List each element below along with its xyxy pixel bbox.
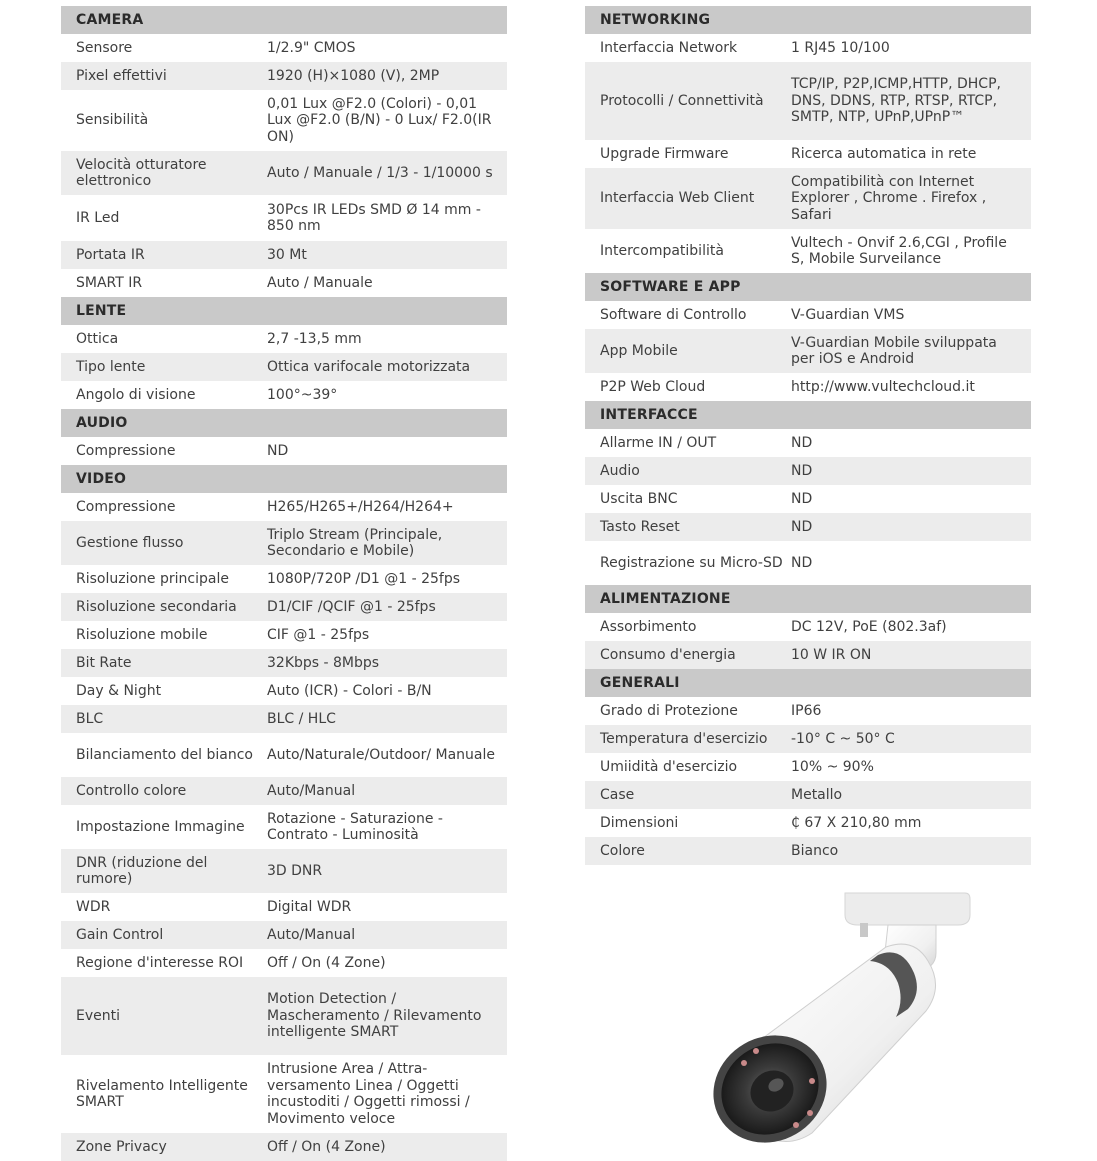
spec-row bbox=[585, 541, 1031, 585]
spec-value: 3D DNR bbox=[267, 862, 323, 879]
spec-row bbox=[61, 705, 507, 733]
spec-label: App Mobile bbox=[600, 342, 678, 359]
spec-row bbox=[61, 893, 507, 921]
spec-row bbox=[61, 353, 507, 381]
spec-value: BLC / HLC bbox=[267, 710, 336, 727]
spec-label: Software di Controllo bbox=[600, 306, 747, 323]
spec-label: Angolo di visione bbox=[76, 386, 196, 403]
spec-column-left bbox=[61, 6, 507, 1161]
spec-label: Rivelamento Intelligente SMART bbox=[76, 1077, 248, 1110]
spec-row bbox=[61, 649, 507, 677]
spec-label: SMART IR bbox=[76, 274, 143, 291]
spec-value: ND bbox=[791, 462, 813, 479]
spec-label: Grado di Protezione bbox=[600, 702, 738, 719]
spec-label: Uscita BNC bbox=[600, 490, 678, 507]
spec-label: IR Led bbox=[76, 209, 120, 226]
spec-row bbox=[61, 593, 507, 621]
spec-row bbox=[585, 809, 1031, 837]
spec-row bbox=[61, 1133, 507, 1161]
spec-value: 10% ~ 90% bbox=[791, 758, 874, 775]
spec-label: Temperatura d'esercizio bbox=[600, 730, 768, 747]
spec-label: Impostazione Immagine bbox=[76, 818, 245, 835]
spec-value: 30 Mt bbox=[267, 246, 307, 263]
spec-value: Intrusione Area / Attra-versamento Linea / Oggetti incustoditi / Oggetti rimossi / Movimento veloce bbox=[267, 1061, 470, 1127]
section-header-interfacce: INTERFACCE bbox=[585, 401, 1031, 429]
spec-value: ND bbox=[267, 442, 289, 459]
spec-value: -10° C ~ 50° C bbox=[791, 730, 895, 747]
spec-row bbox=[585, 725, 1031, 753]
spec-row bbox=[61, 1055, 507, 1133]
spec-value: Digital WDR bbox=[267, 898, 352, 915]
spec-label: Sensibilità bbox=[76, 112, 149, 129]
section-header-video: VIDEO bbox=[61, 465, 507, 493]
spec-row bbox=[585, 301, 1031, 329]
spec-value: Auto/Naturale/Outdoor/ Manuale bbox=[267, 746, 495, 763]
spec-label: Tasto Reset bbox=[600, 518, 680, 535]
spec-label: Zone Privacy bbox=[76, 1138, 167, 1155]
spec-label: Interfaccia Web Client bbox=[600, 190, 755, 207]
spec-row bbox=[61, 90, 507, 151]
spec-value: ₵ 67 X 210,80 mm bbox=[791, 814, 922, 831]
spec-value: 0,01 Lux @F2.0 (Colori) - 0,01 Lux @F2.0 (B/N) - 0 Lux/ F2.0(IR ON) bbox=[267, 95, 492, 145]
bullet-camera-image bbox=[700, 885, 990, 1150]
spec-label: Upgrade Firmware bbox=[600, 145, 729, 162]
spec-label: Assorbimento bbox=[600, 618, 697, 635]
spec-column-right bbox=[585, 6, 1031, 865]
spec-value: Compatibilità con Internet Explorer , Chrome . Firefox , Safari bbox=[791, 173, 987, 223]
spec-row bbox=[585, 140, 1031, 168]
spec-label: Bilanciamento del bianco bbox=[76, 746, 253, 763]
spec-row bbox=[61, 733, 507, 777]
spec-row bbox=[61, 565, 507, 593]
section-header-lente: LENTE bbox=[61, 297, 507, 325]
spec-row bbox=[585, 34, 1031, 62]
spec-value: http://www.vultechcloud.it bbox=[791, 378, 975, 395]
spec-label: Tipo lente bbox=[76, 358, 146, 375]
spec-value: Auto/Manual bbox=[267, 782, 356, 799]
spec-row bbox=[61, 269, 507, 297]
spec-value: ND bbox=[791, 554, 813, 571]
spec-label: Colore bbox=[600, 842, 645, 859]
section-header-alimentazione: ALIMENTAZIONE bbox=[585, 585, 1031, 613]
spec-value: TCP/IP, P2P,ICMP,HTTP, DHCP, DNS, DDNS, RTP, RTSP, RTCP, SMTP, NTP, UPnP,UPnP™ bbox=[791, 76, 1001, 126]
spec-label: Day & Night bbox=[76, 682, 162, 699]
spec-value: 2,7 -13,5 mm bbox=[267, 330, 362, 347]
spec-row bbox=[585, 753, 1031, 781]
spec-row bbox=[585, 329, 1031, 373]
spec-row bbox=[585, 781, 1031, 809]
spec-value: 1920 (H)×1080 (V), 2MP bbox=[267, 67, 440, 84]
spec-row bbox=[61, 621, 507, 649]
spec-label: Risoluzione principale bbox=[76, 570, 229, 587]
spec-label: Protocolli / Connettività bbox=[600, 92, 764, 109]
spec-label: BLC bbox=[76, 710, 104, 727]
spec-label: Allarme IN / OUT bbox=[600, 434, 717, 451]
spec-label: P2P Web Cloud bbox=[600, 378, 706, 395]
spec-label: Bit Rate bbox=[76, 654, 132, 671]
spec-value: D1/CIF /QCIF @1 - 25fps bbox=[267, 598, 436, 615]
spec-value: 1080P/720P /D1 @1 - 25fps bbox=[267, 570, 461, 587]
spec-value: Auto / Manuale bbox=[267, 274, 373, 291]
spec-row bbox=[61, 151, 507, 195]
spec-row bbox=[585, 837, 1031, 865]
spec-row bbox=[585, 373, 1031, 401]
spec-row bbox=[585, 62, 1031, 140]
spec-value: Motion Detection / Mascheramento / Rilevamento intelligente SMART bbox=[267, 991, 482, 1041]
spec-label: Sensore bbox=[76, 39, 133, 56]
spec-row bbox=[585, 168, 1031, 229]
spec-value: H265/H265+/H264/H264+ bbox=[267, 498, 454, 515]
spec-row bbox=[61, 521, 507, 565]
spec-row bbox=[61, 437, 507, 465]
spec-value: Off / On (4 Zone) bbox=[267, 1138, 386, 1155]
spec-label: Ottica bbox=[76, 330, 119, 347]
spec-value: Off / On (4 Zone) bbox=[267, 954, 386, 971]
spec-row bbox=[585, 429, 1031, 457]
spec-label: Dimensioni bbox=[600, 814, 679, 831]
spec-label: WDR bbox=[76, 898, 111, 915]
spec-value: ND bbox=[791, 490, 813, 507]
spec-value: 32Kbps - 8Mbps bbox=[267, 654, 380, 671]
spec-label: Case bbox=[600, 786, 635, 803]
spec-row bbox=[585, 229, 1031, 273]
spec-value: Rotazione - Saturazione - Contrato - Luminosità bbox=[267, 810, 443, 843]
spec-value: ND bbox=[791, 434, 813, 451]
spec-row bbox=[61, 977, 507, 1055]
spec-row bbox=[585, 641, 1031, 669]
section-header-camera: CAMERA bbox=[61, 6, 507, 34]
section-header-networking: NETWORKING bbox=[585, 6, 1031, 34]
spec-row bbox=[585, 697, 1031, 725]
spec-value: 30Pcs IR LEDs SMD Ø 14 mm - 850 nm bbox=[267, 201, 481, 234]
spec-value: Auto/Manual bbox=[267, 926, 356, 943]
spec-label: Risoluzione secondaria bbox=[76, 598, 237, 615]
spec-label: Registrazione su Micro-SD bbox=[600, 554, 783, 571]
spec-value: DC 12V, PoE (802.3af) bbox=[791, 618, 947, 635]
spec-row bbox=[61, 34, 507, 62]
spec-label: Eventi bbox=[76, 1007, 120, 1024]
spec-row bbox=[61, 777, 507, 805]
spec-value: ND bbox=[791, 518, 813, 535]
spec-row bbox=[61, 921, 507, 949]
spec-label: Gain Control bbox=[76, 926, 164, 943]
spec-value: Auto / Manuale / 1/3 - 1/10000 s bbox=[267, 164, 493, 181]
spec-value: Triplo Stream (Principale, Secondario e Mobile) bbox=[267, 526, 443, 559]
spec-value: Vultech - Onvif 2.6,CGI , Profile S, Mobile Surveilance bbox=[791, 234, 1007, 267]
spec-row bbox=[61, 677, 507, 705]
spec-row bbox=[61, 195, 507, 241]
spec-value: 100°~39° bbox=[267, 386, 338, 403]
spec-label: Portata IR bbox=[76, 246, 145, 263]
spec-value: 1/2.9" CMOS bbox=[267, 39, 356, 56]
spec-label: Risoluzione mobile bbox=[76, 626, 208, 643]
spec-value: Auto (ICR) - Colori - B/N bbox=[267, 682, 432, 699]
spec-label: Umiidità d'esercizio bbox=[600, 758, 738, 775]
section-header-audio: AUDIO bbox=[61, 409, 507, 437]
spec-row bbox=[61, 325, 507, 353]
spec-row bbox=[585, 457, 1031, 485]
spec-value: 1 RJ45 10/100 bbox=[791, 39, 890, 56]
spec-label: Velocità otturatore elettronico bbox=[76, 156, 207, 189]
section-header-software: SOFTWARE E APP bbox=[585, 273, 1031, 301]
spec-row bbox=[585, 513, 1031, 541]
spec-value: Bianco bbox=[791, 842, 839, 859]
spec-row bbox=[61, 849, 507, 893]
spec-label: Interfaccia Network bbox=[600, 39, 738, 56]
spec-value: Ricerca automatica in rete bbox=[791, 145, 977, 162]
spec-row bbox=[61, 62, 507, 90]
spec-label: Intercompatibilità bbox=[600, 242, 724, 259]
spec-value: CIF @1 - 25fps bbox=[267, 626, 370, 643]
spec-label: Compressione bbox=[76, 442, 176, 459]
spec-label: Audio bbox=[600, 462, 640, 479]
spec-label: Consumo d'energia bbox=[600, 646, 736, 663]
spec-label: DNR (riduzione del rumore) bbox=[76, 854, 208, 887]
spec-row bbox=[61, 241, 507, 269]
spec-row bbox=[585, 485, 1031, 513]
spec-label: Compressione bbox=[76, 498, 176, 515]
spec-value: IP66 bbox=[791, 702, 822, 719]
spec-value: V-Guardian Mobile sviluppata per iOS e Android bbox=[791, 334, 997, 367]
section-header-generali: GENERALI bbox=[585, 669, 1031, 697]
spec-value: Ottica varifocale motorizzata bbox=[267, 358, 471, 375]
spec-label: Regione d'interesse ROI bbox=[76, 954, 244, 971]
spec-row bbox=[61, 493, 507, 521]
spec-row bbox=[61, 805, 507, 849]
spec-row bbox=[61, 381, 507, 409]
spec-value: Metallo bbox=[791, 786, 843, 803]
spec-row bbox=[585, 613, 1031, 641]
spec-value: 10 W IR ON bbox=[791, 646, 872, 663]
spec-label: Gestione flusso bbox=[76, 534, 184, 551]
spec-label: Controllo colore bbox=[76, 782, 187, 799]
spec-value: V-Guardian VMS bbox=[791, 306, 905, 323]
spec-row bbox=[61, 949, 507, 977]
spec-label: Pixel effettivi bbox=[76, 67, 167, 84]
